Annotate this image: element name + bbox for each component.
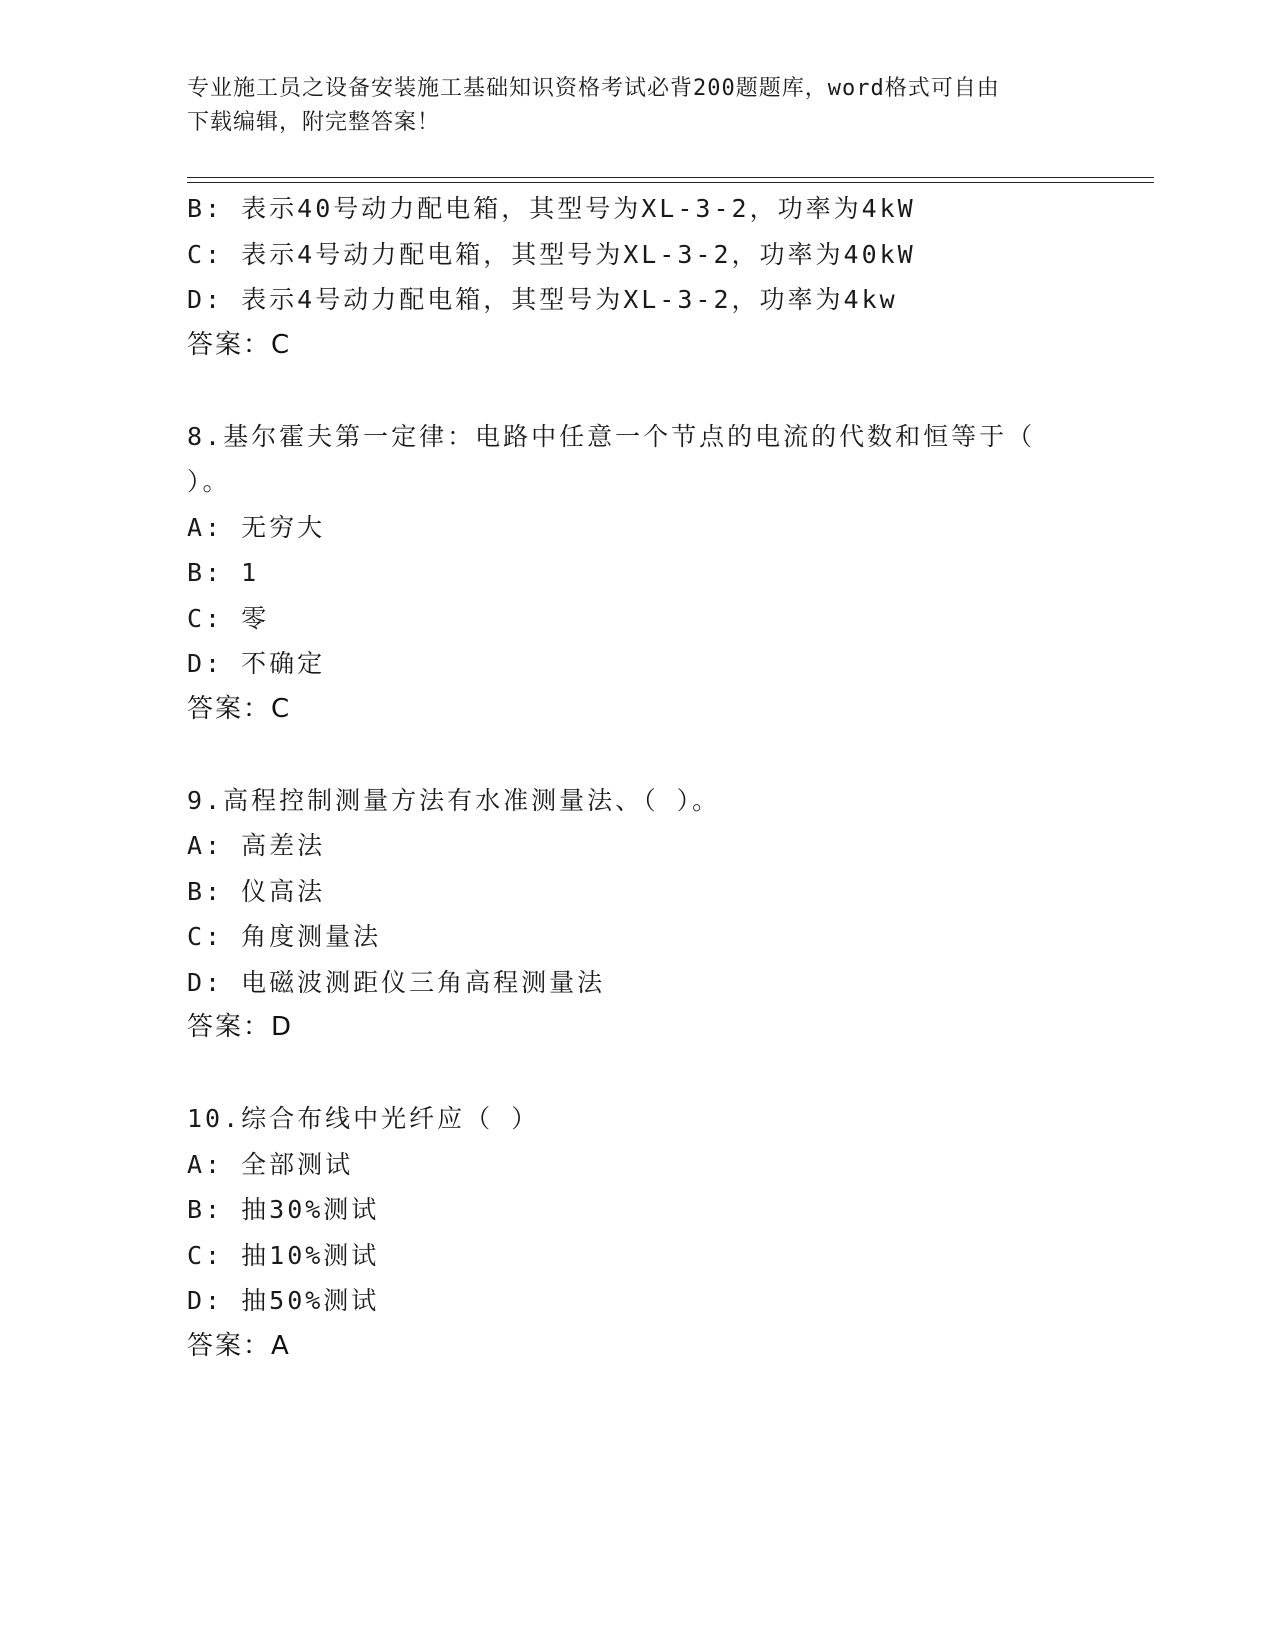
question-10-option-d: D: 抽50%测试: [187, 1286, 380, 1315]
question-10-answer: 答案：A: [187, 1330, 291, 1361]
question-9-option-c: C: 角度测量法: [187, 922, 382, 951]
question-10-option-b: B: 抽30%测试: [187, 1195, 380, 1224]
question-8-option-a: A: 无穷大: [187, 512, 326, 542]
question-7-option-b: B: 表示40号动力配电箱，其型号为XL-3-2，功率为4kW: [187, 194, 916, 223]
question-10-text: 10.综合布线中光纤应（ ）: [187, 1104, 540, 1133]
question-9-option-a: A: 高差法: [187, 831, 326, 860]
question-9-option-b: B: 仪高法: [187, 876, 326, 906]
question-8-option-d: D: 不确定: [187, 649, 326, 678]
question-list: [187, 186, 1087, 1369]
spacer: [187, 368, 1087, 414]
question-8-option-b: B: 1: [187, 558, 260, 587]
question-8-block: [187, 414, 1087, 733]
question-7-option-c: C: 表示4号动力配电箱，其型号为XL-3-2，功率为40kW: [187, 239, 916, 269]
question-8-answer: 答案：C: [187, 693, 292, 724]
document-header: [187, 72, 1067, 140]
spacer: [187, 1051, 1087, 1097]
question-7-answer: 答案：C: [187, 329, 292, 360]
question-8-text-line-1: 8.基尔霍夫第一定律：电路中任意一个节点的电流的代数和恒等于（: [187, 421, 1036, 451]
question-8-option-c: C: 零: [187, 603, 270, 633]
question-8-text-line-2: ）。: [187, 467, 231, 496]
question-7-block: [187, 186, 1087, 368]
question-9-option-d: D: 电磁波测距仪三角高程测量法: [187, 967, 606, 997]
question-10-block: [187, 1096, 1087, 1369]
header-title-line-2: 下载编辑，附完整答案！: [187, 110, 441, 135]
header-rule-bottom: [187, 182, 1154, 183]
question-7-option-d: D: 表示4号动力配电箱，其型号为XL-3-2，功率为4kw: [187, 285, 898, 314]
question-9-answer: 答案：D: [187, 1012, 294, 1042]
header-rule-top: [187, 177, 1154, 178]
header-title-line-1: 专业施工员之设备安装施工基础知识资格考试必背200题题库，word格式可自由: [187, 76, 1000, 101]
question-10-option-c: C: 抽10%测试: [187, 1240, 380, 1270]
spacer: [187, 732, 1087, 778]
question-10-option-a: A: 全部测试: [187, 1149, 354, 1179]
question-9-text: 9.高程控制测量方法有水准测量法、（ ）。: [187, 785, 721, 815]
question-9-block: [187, 778, 1087, 1051]
